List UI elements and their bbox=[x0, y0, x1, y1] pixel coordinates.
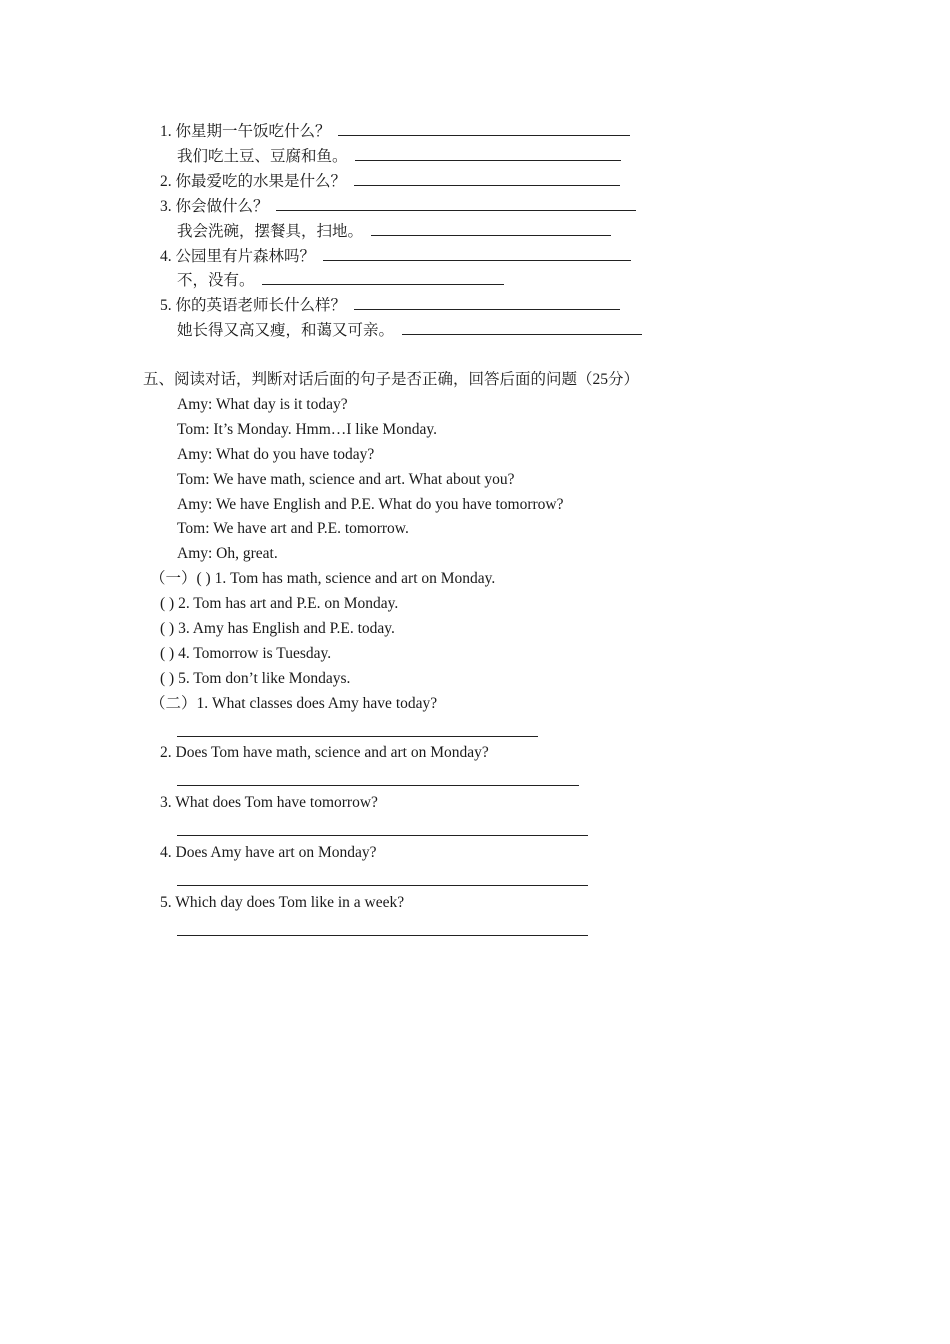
item-text: 你的英语老师长什么样？ bbox=[175, 297, 347, 314]
section-heading: 五、阅读对话，判断对话后面的句子是否正确，回答后面的问题（25分） bbox=[143, 371, 640, 388]
item-text: 我们吃土豆、豆腐和鱼。 bbox=[177, 148, 348, 165]
dialogue-line: Tom: We have math, science and art. What about you? bbox=[177, 471, 515, 488]
question-number: 4. bbox=[160, 844, 172, 861]
judgement-item-2[interactable]: ( ) 2. Tom has art and P.E. on Monday. bbox=[160, 595, 399, 612]
answer-line[interactable] bbox=[177, 785, 579, 786]
answer-blank[interactable] bbox=[354, 171, 620, 186]
question-item-2 bbox=[160, 743, 489, 763]
answer-blank[interactable] bbox=[276, 196, 636, 211]
item-text: 她长得又高又瘦，和蔼又可亲。 bbox=[177, 322, 395, 339]
dialogue-line: Amy: Oh, great. bbox=[177, 545, 278, 562]
item-text: 我会洗碗，摆餐具，扫地。 bbox=[177, 223, 364, 240]
judgement-item-3[interactable]: ( ) 3. Amy has English and P.E. today. bbox=[160, 620, 395, 637]
answer-blank[interactable] bbox=[323, 246, 631, 261]
item-number: 1. bbox=[160, 123, 172, 140]
item-text: 公园里有片森林吗？ bbox=[175, 248, 316, 265]
question-item-5 bbox=[160, 893, 404, 913]
question-text: What does Tom have tomorrow? bbox=[175, 794, 378, 811]
item-text: 你星期一午饭吃什么？ bbox=[175, 123, 331, 140]
answer-blank[interactable] bbox=[354, 295, 620, 310]
dialogue-line: Amy: What do you have today? bbox=[177, 446, 375, 463]
answer-line[interactable] bbox=[177, 736, 538, 737]
answer-blank[interactable] bbox=[262, 270, 504, 285]
answer-blank[interactable] bbox=[371, 221, 611, 236]
item-number: 5. bbox=[160, 297, 172, 314]
item-text: 不，没有。 bbox=[177, 272, 255, 289]
question-text: Does Amy have art on Monday? bbox=[175, 844, 377, 861]
translation-item-3 bbox=[160, 196, 636, 217]
translation-item-3-reply bbox=[177, 221, 611, 242]
item-number: 4. bbox=[160, 248, 172, 265]
question-text: Does Tom have math, science and art on Monday? bbox=[175, 744, 489, 761]
answer-line[interactable] bbox=[177, 935, 588, 936]
dialogue-line: Tom: We have art and P.E. tomorrow. bbox=[177, 520, 409, 537]
question-item-4 bbox=[160, 843, 377, 863]
item-text: 你最爱吃的水果是什么？ bbox=[175, 173, 347, 190]
dialogue-line: Tom: It’s Monday. Hmm…I like Monday. bbox=[177, 421, 437, 438]
question-number: 1. bbox=[196, 695, 209, 712]
question-item-1 bbox=[150, 694, 437, 714]
answer-blank[interactable] bbox=[338, 121, 630, 136]
judgement-item-4[interactable]: ( ) 4. Tomorrow is Tuesday. bbox=[160, 645, 332, 662]
part1-label: （一） bbox=[150, 570, 197, 587]
translation-item-4-reply bbox=[177, 270, 504, 291]
item-text: 你会做什么？ bbox=[175, 198, 269, 215]
translation-item-2 bbox=[160, 171, 620, 192]
question-text: What classes does Amy have today? bbox=[212, 695, 438, 712]
translation-item-1 bbox=[160, 121, 630, 142]
translation-item-5-reply bbox=[177, 320, 642, 341]
dialogue-line: Amy: We have English and P.E. What do you have tomorrow? bbox=[177, 496, 564, 513]
answer-line[interactable] bbox=[177, 885, 588, 886]
judgement-item-5[interactable]: ( ) 5. Tom don’t like Mondays. bbox=[160, 670, 351, 687]
question-text: Which day does Tom like in a week? bbox=[175, 894, 405, 911]
answer-blank[interactable] bbox=[402, 320, 642, 335]
judgement-item-1 bbox=[150, 569, 495, 589]
part2-label: （二） bbox=[150, 695, 197, 712]
item-number: 2. bbox=[160, 173, 172, 190]
item-number: 3. bbox=[160, 198, 172, 215]
answer-line[interactable] bbox=[177, 835, 588, 836]
answer-blank[interactable] bbox=[355, 146, 621, 161]
question-item-3 bbox=[160, 793, 378, 813]
judgement-text[interactable]: ( ) 1. Tom has math, science and art on Monday. bbox=[196, 570, 496, 587]
translation-item-5 bbox=[160, 295, 620, 316]
question-number: 5. bbox=[160, 894, 172, 911]
translation-item-4 bbox=[160, 246, 631, 267]
question-number: 3. bbox=[160, 794, 172, 811]
dialogue-line: Amy: What day is it today? bbox=[177, 396, 348, 413]
translation-item-1-reply bbox=[177, 146, 621, 167]
question-number: 2. bbox=[160, 744, 172, 761]
